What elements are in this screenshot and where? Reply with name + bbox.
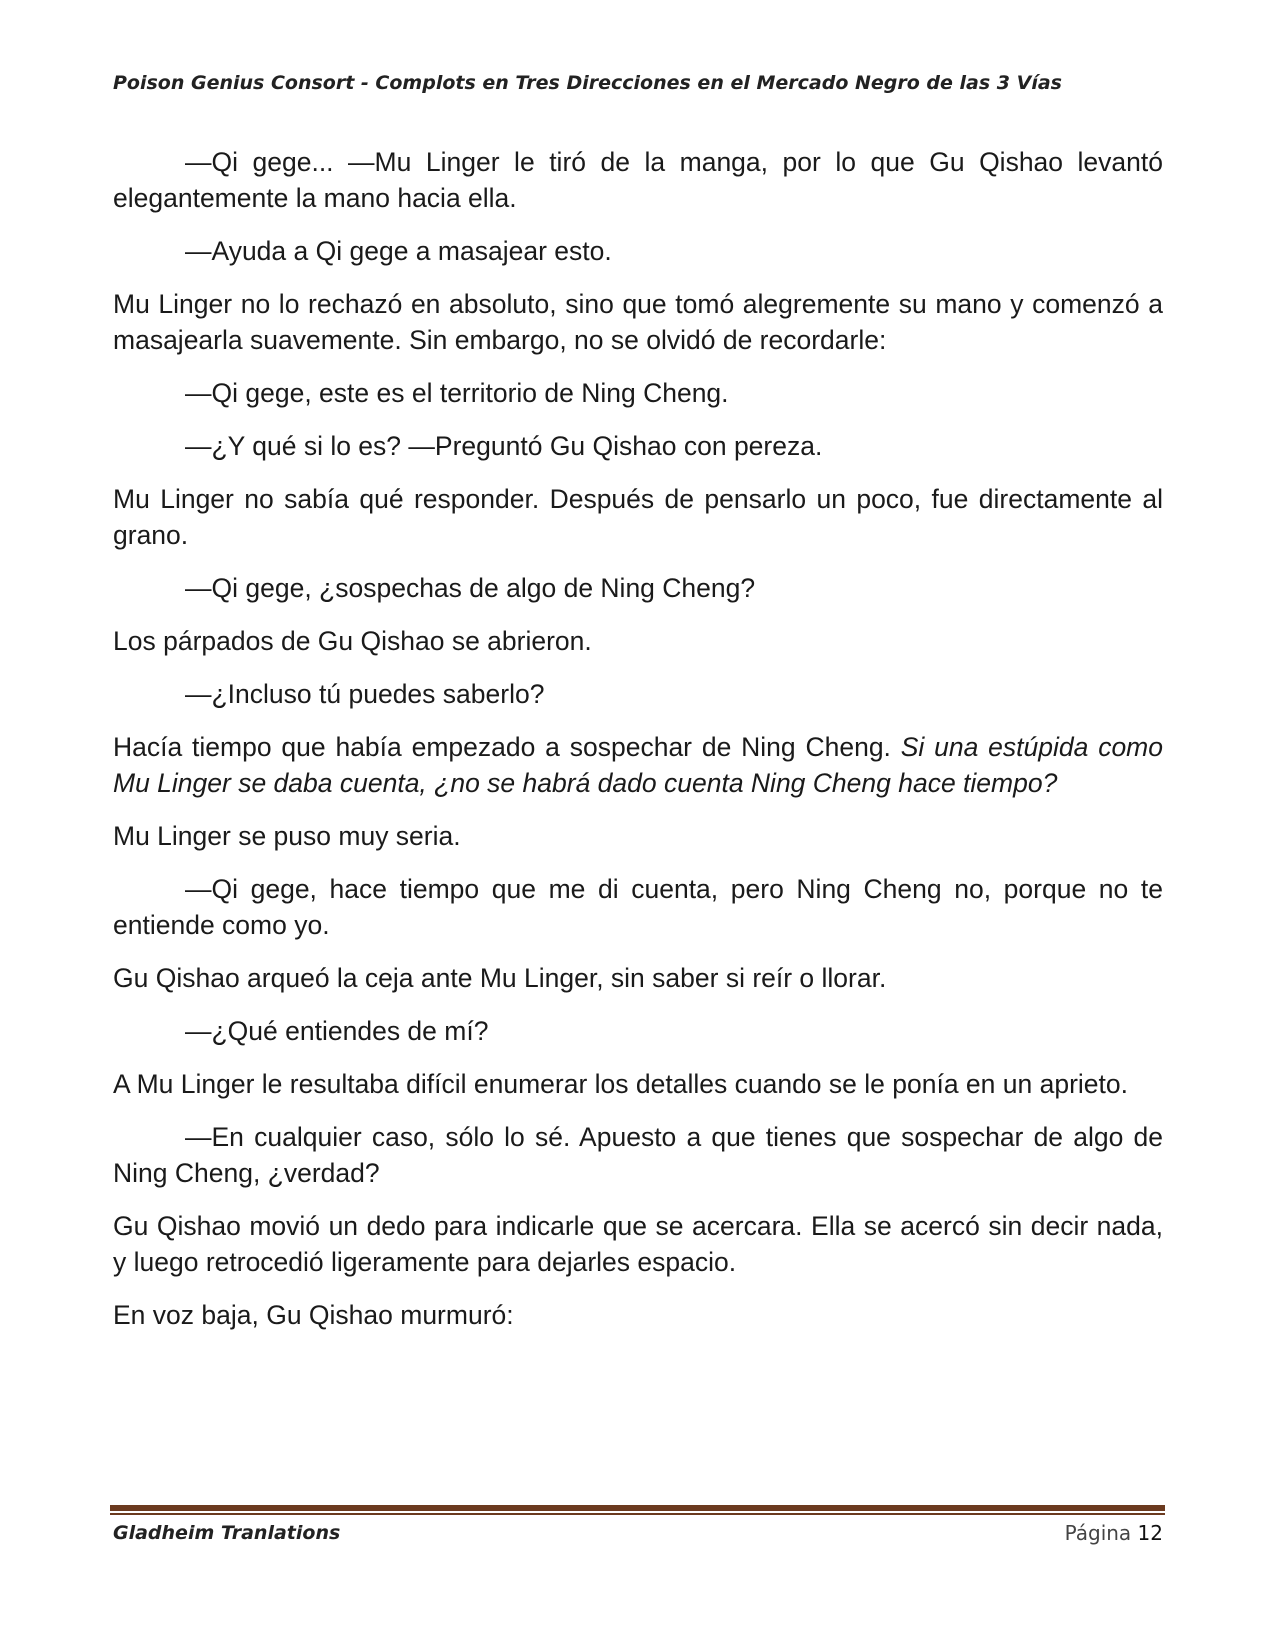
footer-divider-thin [110,1513,1165,1515]
paragraph-7: —Qi gege, ¿sospechas de algo de Ning Cheng? [185,573,756,603]
paragraph-10-italic-thought: Si una estúpida como Mu Linger se daba cuenta, ¿no se habrá dado cuenta Ning Cheng hace tiempo? [113,732,1163,798]
paragraph-12: —Qi gege, hace tiempo que me di cuenta, pero Ning Cheng no, porque no te entiende como yo. [113,874,1163,940]
paragraph-5: —¿Y qué si lo es? —Preguntó Gu Qishao con pereza. [185,431,823,461]
footer-page-number [1065,1521,1163,1545]
paragraph-10 [113,729,1163,801]
paragraph-9: —¿Incluso tú puedes saberlo? [185,679,545,709]
page-header-title: Poison Genius Consort - Complots en Tres Direcciones en el Mercado Negro de las 3 Vías [113,72,1062,94]
paragraph-8: Los párpados de Gu Qishao se abrieron. [113,626,592,656]
paragraph-17: Gu Qishao movió un dedo para indicarle que se acercara. Ella se acercó sin decir nada, y luego retrocedió ligeramente para dejarles espacio. [113,1211,1163,1277]
paragraph-18: En voz baja, Gu Qishao murmuró: [113,1300,514,1330]
paragraph-16: —En cualquier caso, sólo lo sé. Apuesto a que tienes que sospechar de algo de Ning Cheng, ¿verdad? [113,1122,1163,1188]
page-label: Página [1064,1521,1132,1545]
footer-publisher: Gladheim Tranlations [113,1522,341,1544]
paragraph-15: A Mu Linger le resultaba difícil enumerar los detalles cuando se le ponía en un aprieto. [113,1069,1128,1099]
paragraph-14: —¿Qué entiendes de mí? [185,1016,489,1046]
paragraph-11: Mu Linger se puso muy seria. [113,821,461,851]
page-body [113,144,1163,1350]
paragraph-6: Mu Linger no sabía qué responder. Después de pensarlo un poco, fue directamente al grano. [113,484,1163,550]
paragraph-2: —Ayuda a Qi gege a masajear esto. [185,236,612,266]
paragraph-1: —Qi gege... —Mu Linger le tiró de la manga, por lo que Gu Qishao levantó elegantemente la mano hacia ella. [113,147,1163,213]
page-number: 12 [1137,1521,1163,1545]
footer-divider-thick [110,1505,1165,1511]
paragraph-10-plain: Hacía tiempo que había empezado a sospechar de Ning Cheng. [113,732,901,762]
paragraph-13: Gu Qishao arqueó la ceja ante Mu Linger, sin saber si reír o llorar. [113,963,887,993]
paragraph-4: —Qi gege, este es el territorio de Ning Cheng. [185,378,729,408]
paragraph-3: Mu Linger no lo rechazó en absoluto, sino que tomó alegremente su mano y comenzó a masajearla suavemente. Sin embargo, no se olvidó de recordarle: [113,289,1163,355]
